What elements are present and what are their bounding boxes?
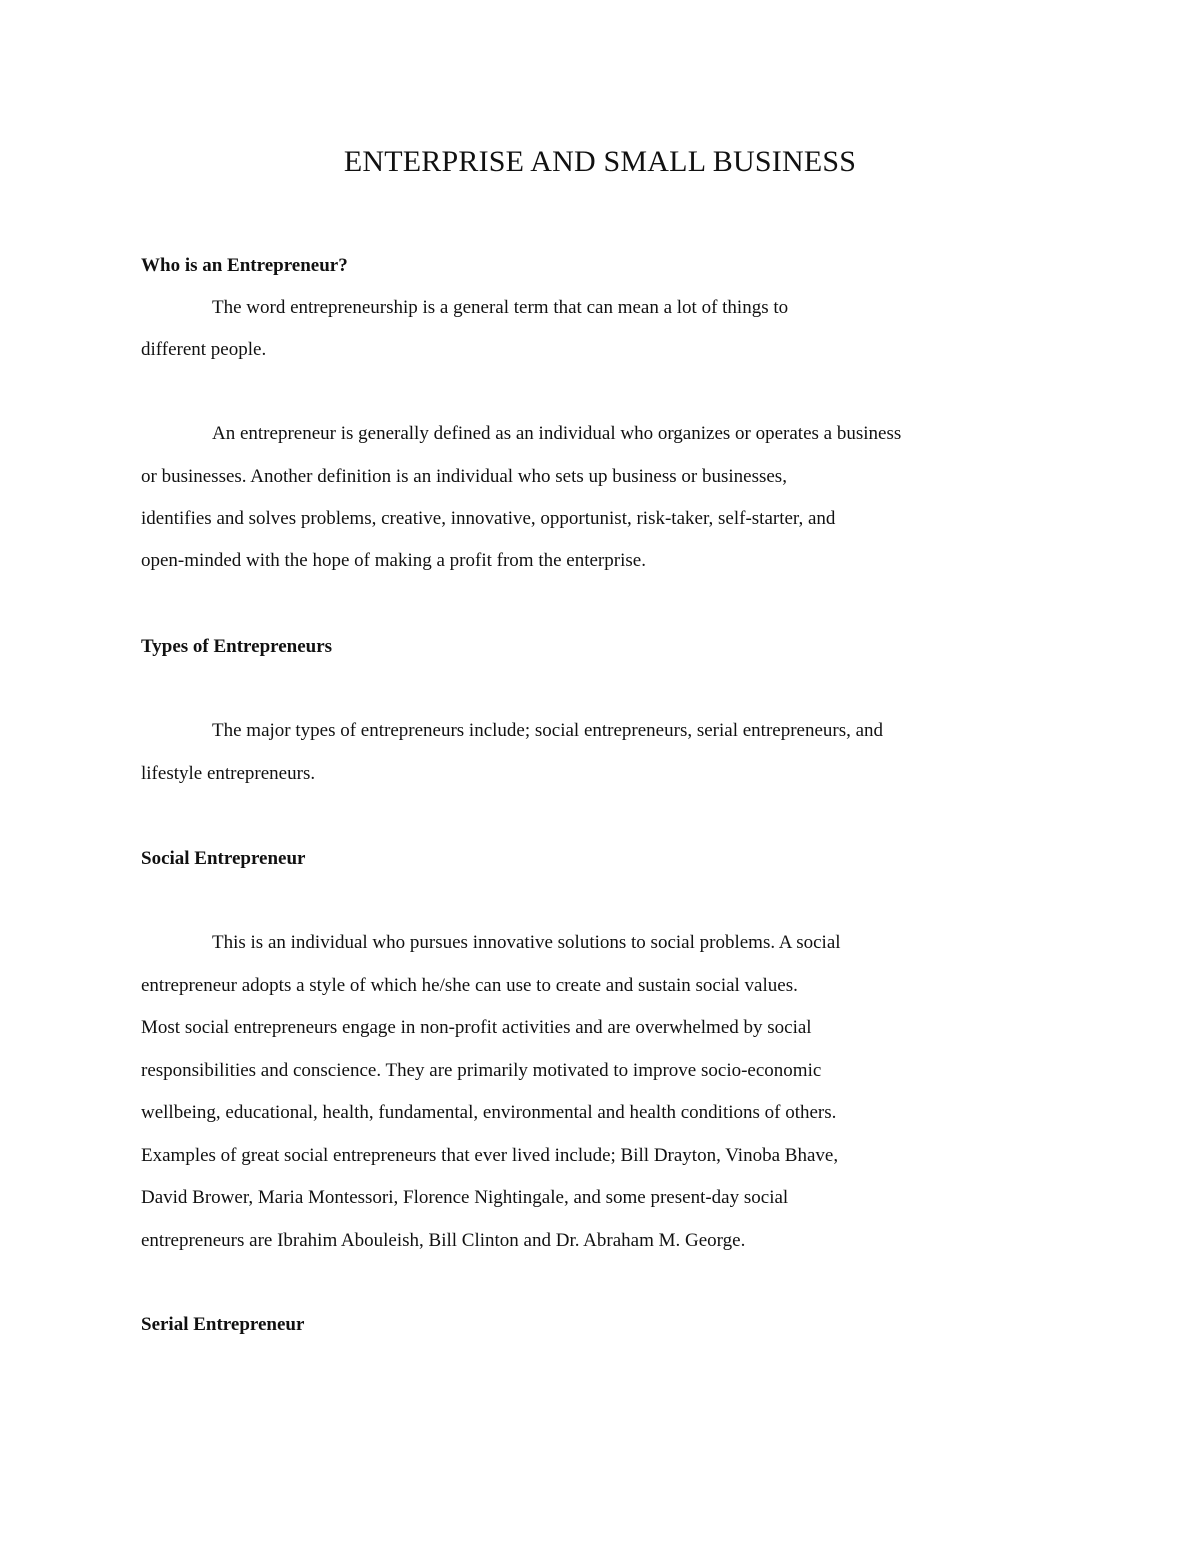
- paragraph-line: identifies and solves problems, creative, innovative, opportunist, risk-taker, self-starter, and: [141, 508, 836, 529]
- paragraph-line: Most social entrepreneurs engage in non-profit activities and are overwhelmed by social: [141, 1017, 812, 1038]
- paragraph-line: Examples of great social entrepreneurs that ever lived include; Bill Drayton, Vinoba Bhave,: [141, 1145, 839, 1166]
- paragraph-line: responsibilities and conscience. They are primarily motivated to improve socio-economic: [141, 1060, 822, 1081]
- paragraph-line: open-minded with the hope of making a profit from the enterprise.: [141, 550, 646, 571]
- paragraph-line: This is an individual who pursues innovative solutions to social problems. A social: [212, 932, 841, 953]
- section-heading-types-of-entrepreneurs: Types of Entrepreneurs: [141, 636, 333, 657]
- paragraph-line: The word entrepreneurship is a general term that can mean a lot of things to: [212, 297, 789, 318]
- paragraph-line: or businesses. Another definition is an individual who sets up business or businesses,: [141, 466, 787, 487]
- paragraph-line: David Brower, Maria Montessori, Florence Nightingale, and some present-day social: [141, 1187, 789, 1208]
- paragraph-line: entrepreneurs are Ibrahim Abouleish, Bill Clinton and Dr. Abraham M. George.: [141, 1230, 746, 1251]
- paragraph-line: lifestyle entrepreneurs.: [141, 763, 316, 784]
- document-title: ENTERPRISE AND SMALL BUSINESS: [343, 145, 857, 178]
- section-heading-social-entrepreneur: Social Entrepreneur: [141, 848, 306, 869]
- paragraph-line: entrepreneur adopts a style of which he/she can use to create and sustain social values.: [141, 975, 798, 996]
- section-heading-serial-entrepreneur: Serial Entrepreneur: [141, 1314, 305, 1335]
- paragraph-line: An entrepreneur is generally defined as an individual who organizes or operates a business: [212, 423, 902, 444]
- paragraph-line: The major types of entrepreneurs include; social entrepreneurs, serial entrepreneurs, and: [212, 720, 884, 741]
- paragraph-line: wellbeing, educational, health, fundamental, environmental and health conditions of others.: [141, 1102, 837, 1123]
- paragraph-line: different people.: [141, 339, 267, 360]
- section-heading-who-is-entrepreneur: Who is an Entrepreneur?: [141, 255, 348, 276]
